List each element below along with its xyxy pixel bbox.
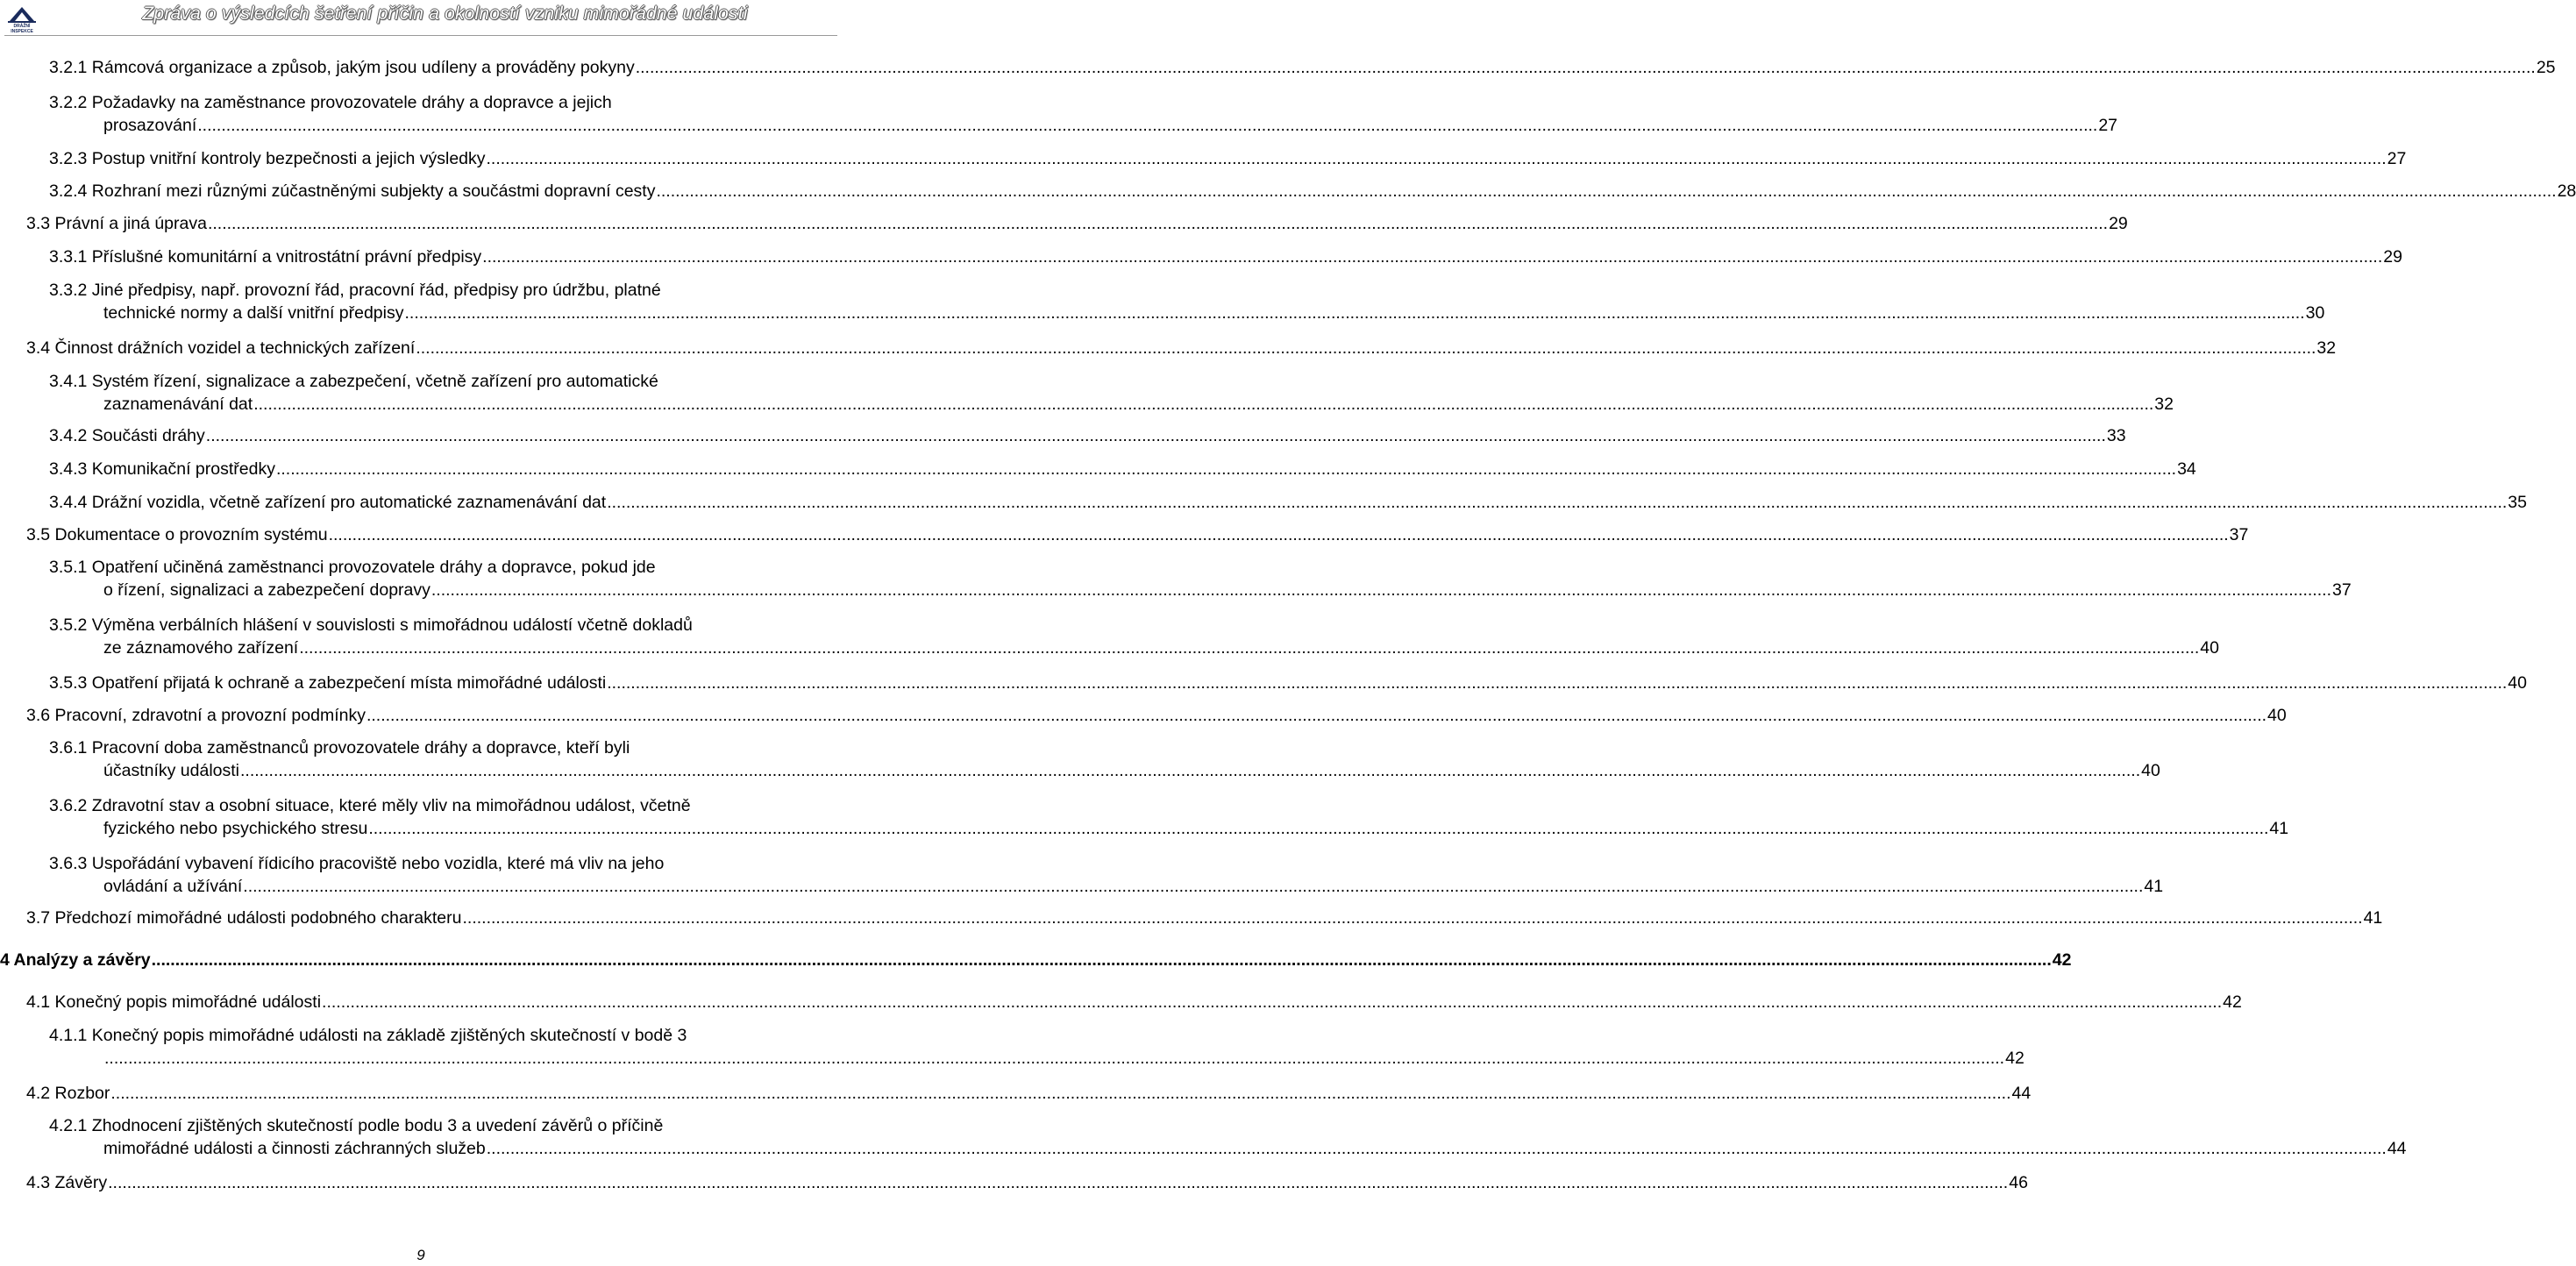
dot-leader: ................................................................................................................................................................................................................................................................................................................................................................................................................ [486,149,2387,168]
toc-entry[interactable] [49,1024,2025,1070]
toc-entry-title: fyzického nebo psychického stresu [103,819,368,838]
dot-leader: ................................................................................................................................................................................................................................................................................................................................................................................................................ [207,214,2109,233]
dot-leader: ................................................................................................................................................................................................................................................................................................................................................................................................................ [656,181,2557,201]
toc-page-number: 40 [2267,706,2287,725]
dot-leader: ................................................................................................................................................................................................................................................................................................................................................................................................................ [482,247,2383,267]
toc-entry-title: 3.2.4 Rozhraní mezi různými zúčastněnými subjekty a součástmi dopravní cesty [49,181,656,201]
toc-entry[interactable] [26,991,2242,1014]
toc-entry[interactable] [26,212,2128,235]
toc-page-number: 40 [2508,673,2527,693]
toc-entry-title: 3.7 Předchozí mimořádné události podobného charakteru [26,908,462,928]
toc-entry-title: 3.3.1 Příslušné komunitární a vnitrostátní právní předpisy [49,247,482,267]
toc-entry[interactable] [49,370,2174,416]
toc-entry-title: 3.5.1 Opatření učiněná zaměstnanci provozovatele dráhy a dopravce, pokud jde [49,558,656,577]
toc-entry-title: 3.5.3 Opatření přijatá k ochraně a zabezpečení místa mimořádné události [49,673,607,693]
toc-page-number: 29 [2383,247,2402,267]
toc-entry-title: ovládání a užívání [103,877,243,896]
toc-entry-title: 3.5 Dokumentace o provozním systému [26,525,328,544]
toc-page-number: 30 [2305,303,2325,323]
toc-entry-title: 4.3 Závěry [26,1173,108,1192]
dot-leader: ................................................................................................................................................................................................................................................................................................................................................................................................................ [243,877,2144,896]
dot-leader: ................................................................................................................................................................................................................................................................................................................................................................................................................ [151,950,2052,970]
toc-entry[interactable] [49,424,2126,447]
toc-entry[interactable] [49,614,2219,659]
toc-entry[interactable] [49,458,2196,480]
dot-leader: ................................................................................................................................................................................................................................................................................................................................................................................................................ [299,638,2200,658]
toc-entry-title: technické normy a další vnitřní předpisy [103,303,404,323]
toc-entry[interactable] [49,279,2325,324]
toc-entry-title: 3.6.3 Uspořádání vybavení řídicího pracoviště nebo vozidla, které má vliv na jeho [49,854,665,873]
toc-page-number: 34 [2177,459,2196,479]
dot-leader: ................................................................................................................................................................................................................................................................................................................................................................................................................ [635,58,2536,77]
toc-entry-title: 4.2 Rozbor [26,1084,110,1103]
dot-leader: ................................................................................................................................................................................................................................................................................................................................................................................................................ [607,673,2508,693]
toc-entry-title: prosazování [103,116,197,135]
toc-page-number: 40 [2141,761,2160,780]
toc-entry-title: 3.2.1 Rámcová organizace a způsob, jakým jsou udíleny a prováděny pokyny [49,58,635,77]
toc-page-number: 40 [2200,638,2219,658]
page-number: 9 [416,1247,425,1263]
toc-entry[interactable] [26,704,2287,727]
toc-page-number: 46 [2009,1173,2028,1192]
dot-leader: ................................................................................................................................................................................................................................................................................................................................................................................................................ [104,1049,2005,1068]
toc-entry-title: 3.4.2 Součásti dráhy [49,426,205,445]
toc-entry[interactable] [26,1082,2032,1105]
toc-entry[interactable] [26,523,2249,546]
toc-entry-title: 3.4 Činnost drážních vozidel a technických zařízení [26,338,416,358]
toc-entry-title: mimořádné události a činnosti záchranných služeb [103,1139,486,1158]
toc-page-number: 37 [2229,525,2249,544]
toc-entry-title: 3.3 Právní a jiná úprava [26,214,207,233]
dot-leader: ................................................................................................................................................................................................................................................................................................................................................................................................................ [253,395,2154,414]
toc-entry-title: 3.6.1 Pracovní doba zaměstnanců provozovatele dráhy a dopravce, kteří byli [49,738,630,757]
toc-entry-title: ze záznamového zařízení [103,638,299,658]
dot-leader: ................................................................................................................................................................................................................................................................................................................................................................................................................ [240,761,2141,780]
toc-entry[interactable] [26,1171,2028,1194]
toc-entry[interactable] [0,949,2072,971]
svg-text:DRÁŽNÍ: DRÁŽNÍ [13,24,31,29]
toc-page-number: 37 [2331,580,2352,600]
toc-entry[interactable] [49,491,2527,514]
dot-leader: ................................................................................................................................................................................................................................................................................................................................................................................................................ [404,303,2305,323]
toc-page-number: 27 [2387,149,2407,168]
toc-entry-title: 3.3.2 Jiné předpisy, např. provozní řád, pracovní řád, předpisy pro údržbu, platné [49,281,661,300]
toc-page-number: 42 [2052,950,2072,970]
toc-entry[interactable] [49,736,2160,782]
dot-leader: ................................................................................................................................................................................................................................................................................................................................................................................................................ [322,992,2223,1012]
dot-leader: ................................................................................................................................................................................................................................................................................................................................................................................................................ [275,459,2177,479]
toc-entry[interactable] [49,556,2352,601]
dot-leader: ................................................................................................................................................................................................................................................................................................................................................................................................................ [205,426,2106,445]
toc-entry[interactable] [49,852,2164,898]
toc-entry-title: zaznamenávání dat [103,395,253,414]
toc-entry-title: 3.5.2 Výměna verbálních hlášení v souvislosti s mimořádnou událostí včetně dokladů [49,615,693,635]
toc-page-number: 27 [2098,116,2118,135]
toc-page-number: 32 [2316,338,2337,358]
toc-entry[interactable] [26,907,2383,929]
toc-entry[interactable] [49,180,2576,203]
toc-entry-title: 3.4.4 Drážní vozidla, včetně zařízení pro automatické zaznamenávání dat [49,493,607,512]
toc-entry[interactable] [49,672,2527,694]
toc-entry-title: 3.2.3 Postup vnitřní kontroly bezpečnosti a jejich výsledky [49,149,486,168]
toc-entry-title: 4 Analýzy a závěry [0,950,151,970]
toc-page-number: 41 [2363,908,2383,928]
toc-page-number: 29 [2109,214,2128,233]
toc-page-number: 28 [2557,181,2576,201]
toc-page-number: 35 [2508,493,2527,512]
toc-page-number: 41 [2269,819,2289,838]
toc-entry-title: 4.1.1 Konečný popis mimořádné události na základě zjištěných skutečností v bodě 3 [49,1026,687,1045]
toc-entry-title: 4.2.1 Zhodnocení zjištěných skutečností podle bodu 3 a uvedení závěrů o příčině [49,1116,664,1135]
svg-text:INSPEKCE: INSPEKCE [11,29,33,34]
toc-entry-title: 3.6.2 Zdravotní stav a osobní situace, které měly vliv na mimořádnou událost, včetně [49,796,691,815]
dot-leader: ................................................................................................................................................................................................................................................................................................................................................................................................................ [486,1139,2387,1158]
dot-leader: ................................................................................................................................................................................................................................................................................................................................................................................................................ [416,338,2316,358]
toc-entry-title: účastníky události [103,761,240,780]
toc-entry[interactable] [49,147,2407,170]
toc-entry-title: 3.4.1 Systém řízení, signalizace a zabezpečení, včetně zařízení pro automatické [49,372,658,391]
dot-leader: ................................................................................................................................................................................................................................................................................................................................................................................................................ [366,706,2267,725]
toc-entry[interactable] [49,91,2118,137]
dot-leader: ................................................................................................................................................................................................................................................................................................................................................................................................................ [431,580,2331,600]
toc-page-number: 25 [2536,58,2556,77]
toc-entry-title: o řízení, signalizaci a zabezpečení dopravy [103,580,431,600]
toc-entry-title: 3.2.2 Požadavky na zaměstnance provozovatele dráhy a dopravce a jejich [49,93,612,112]
toc-page-number: 42 [2005,1049,2025,1068]
dot-leader: ................................................................................................................................................................................................................................................................................................................................................................................................................ [108,1173,2009,1192]
dot-leader: ................................................................................................................................................................................................................................................................................................................................................................................................................ [197,116,2098,135]
toc-page-number: 42 [2223,992,2242,1012]
toc-entry-title: 3.4.3 Komunikační prostředky [49,459,275,479]
dot-leader: ................................................................................................................................................................................................................................................................................................................................................................................................................ [110,1084,2011,1103]
toc-entry-title: 3.6 Pracovní, zdravotní a provozní podmínky [26,706,366,725]
dot-leader: ................................................................................................................................................................................................................................................................................................................................................................................................................ [607,493,2508,512]
dot-leader: ................................................................................................................................................................................................................................................................................................................................................................................................................ [328,525,2229,544]
toc-entry[interactable] [49,794,2289,840]
toc-page-number: 41 [2144,877,2164,896]
toc-entry[interactable] [49,56,2556,79]
toc-entry[interactable] [49,245,2402,268]
dot-leader: ................................................................................................................................................................................................................................................................................................................................................................................................................ [462,908,2363,928]
document-header-title: Zpráva o výsledcích šetření příčin a okolností vzniku mimořádné události [142,4,748,24]
toc-entry[interactable] [49,1114,2407,1160]
toc-page-number: 44 [2011,1084,2032,1103]
dot-leader: ................................................................................................................................................................................................................................................................................................................................................................................................................ [368,819,2269,838]
toc-page-number: 44 [2387,1139,2407,1158]
toc-page-number: 33 [2106,426,2126,445]
toc-page-number: 32 [2154,395,2174,414]
toc-entry[interactable] [26,337,2337,359]
toc-entry-title: 4.1 Konečný popis mimořádné události [26,992,322,1012]
